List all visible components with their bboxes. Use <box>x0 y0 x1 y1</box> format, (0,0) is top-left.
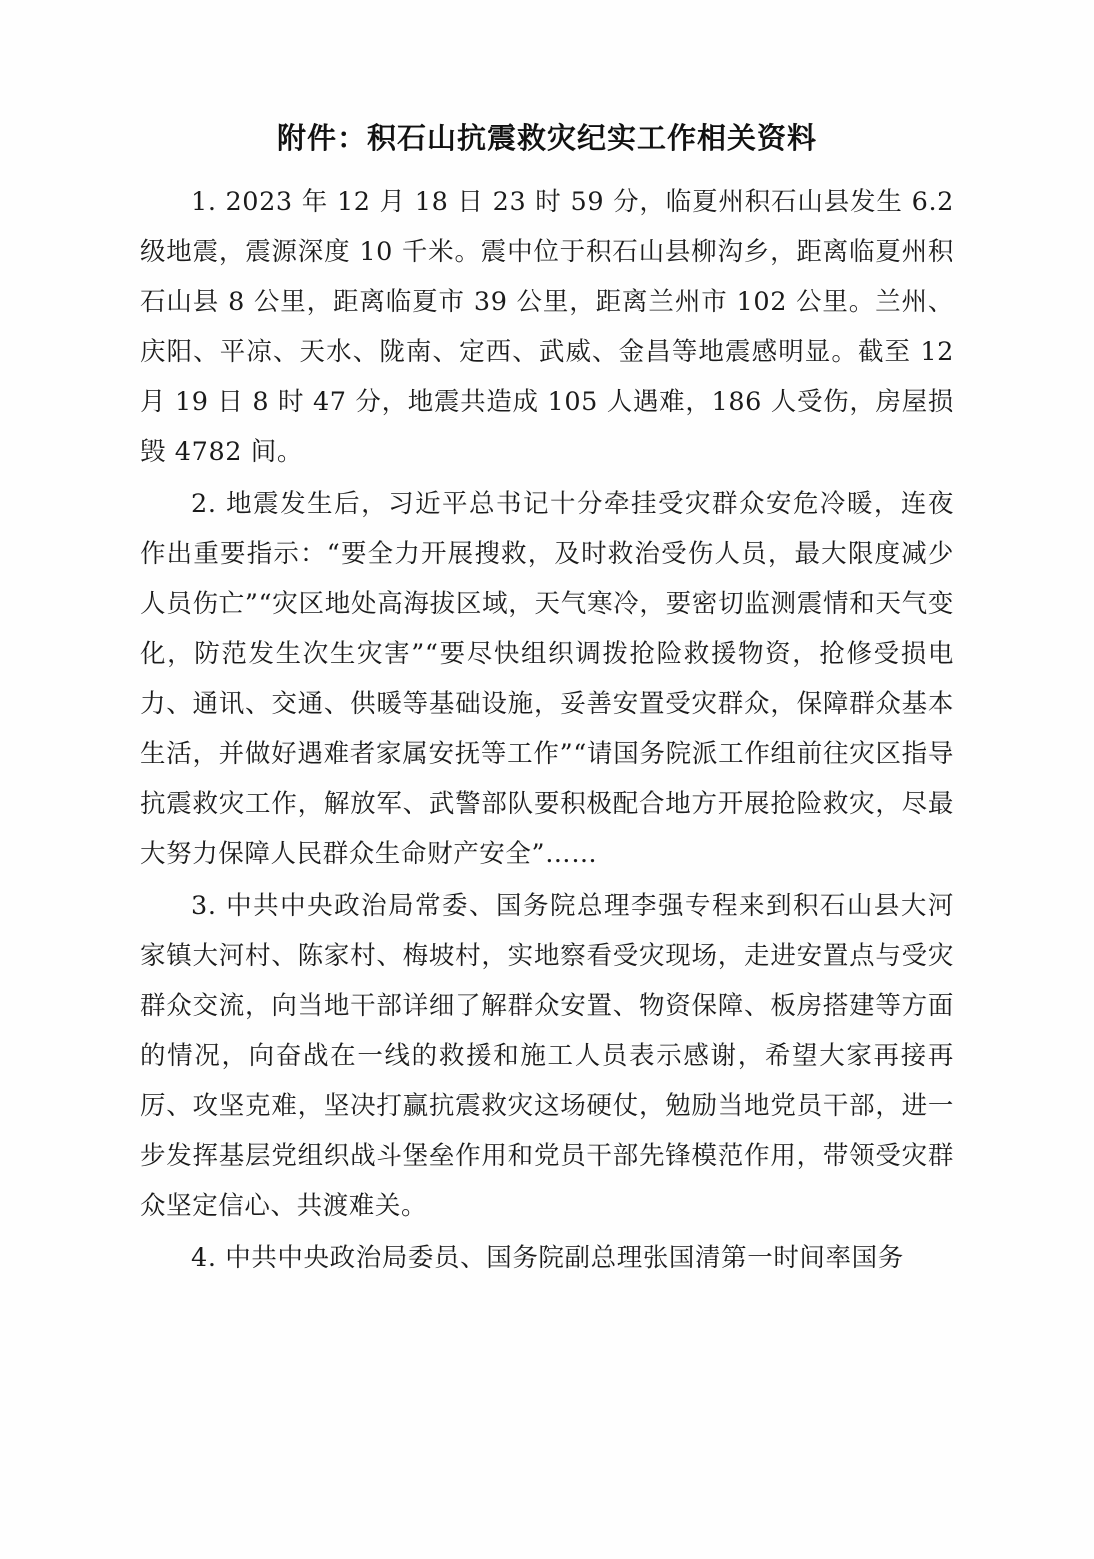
paragraph-2: 2. 地震发生后，习近平总书记十分牵挂受灾群众安危冷暖，连夜作出重要指示：“要全力开展搜救，及时救治受伤人员，最大限度减少人员伤亡”“灾区地处高海拔区域，天气寒冷，要密切监测震情和天气变化，防范发生次生灾害”“要尽快组织调拨抢险救援物资，抢修受损电力、通讯、交通、供暖等基础设施，妥善安置受灾群众，保障群众基本生活，并做好遇难者家属安抚等工作”“请国务院派工作组前往灾区指导抗震救灾工作，解放军、武警部队要积极配合地方开展抢险救灾，尽最大努力保障人民群众生命财产安全”…… <box>140 488 954 869</box>
paragraph-1: 1. 2023 年 12 月 18 日 23 时 59 分，临夏州积石山县发生 6.2 级地震，震源深度 10 千米。震中位于积石山县柳沟乡，距离临夏州积石山县 8 公里，距离临夏市 39 公里，距离兰州市 102 公里。兰州、庆阳、平凉、天水、陇南、定西、武威、金昌等地震感明显。截至 12 月 19 日 8 时 47 分，地震共造成 105 人遇难，186 人受伤，房屋损毁 4782 间。 <box>140 186 954 467</box>
paragraph-4: 4. 中共中央政治局委员、国务院副总理张国清第一时间率国务 <box>191 1242 904 1273</box>
paragraph-3: 3. 中共中央政治局常委、国务院总理李强专程来到积石山县大河家镇大河村、陈家村、梅坡村，实地察看受灾现场，走进安置点与受灾群众交流，向当地干部详细了解群众安置、物资保障、板房搭建等方面的情况，向奋战在一线的救援和施工人员表示感谢，希望大家再接再厉、攻坚克难，坚决打赢抗震救灾这场硬仗，勉励当地党员干部，进一步发挥基层党组织战斗堡垒作用和党员干部先锋模范作用，带领受灾群众坚定信心、共渡难关。 <box>140 890 954 1221</box>
page-title: 附件：积石山抗震救灾纪实工作相关资料 <box>276 121 817 155</box>
